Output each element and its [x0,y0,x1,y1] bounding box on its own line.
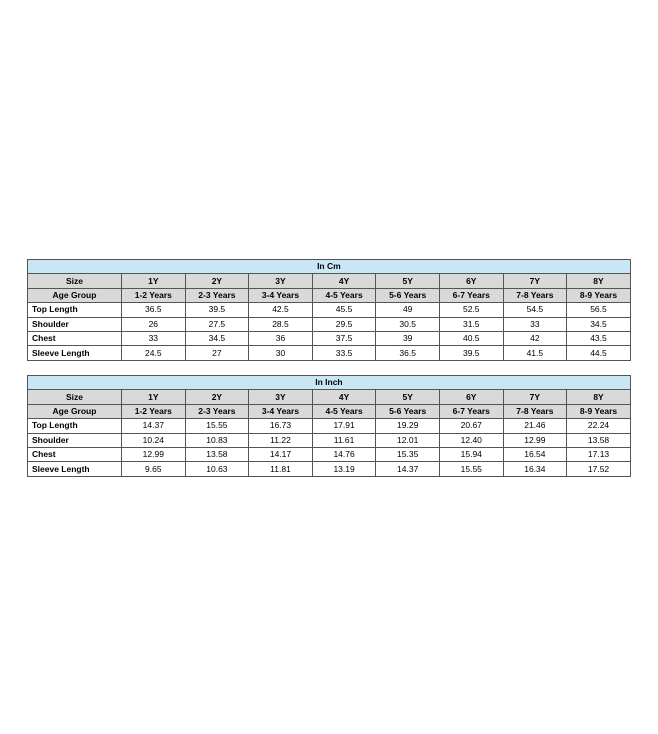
size-table-cm [27,259,631,361]
table-cell: 15.94 [439,447,503,461]
caption-row [28,260,631,274]
size-header-label: Size [28,390,122,404]
table-cell: 33 [503,317,567,331]
age-header-label: Age Group [28,288,122,302]
table-cell: 43.5 [567,331,631,345]
table-cell: 36.5 [122,303,186,317]
size-header-cell: 7Y [503,390,567,404]
age-header-cell: 8-9 Years [567,404,631,418]
age-header-cell: 3-4 Years [249,288,313,302]
table-cell: 10.24 [122,433,186,447]
row-label: Sleeve Length [28,346,122,360]
table-cell: 42.5 [249,303,313,317]
table-cell: 16.54 [503,447,567,461]
table-cell: 44.5 [567,346,631,360]
table-cell: 13.19 [312,462,376,476]
header-row-size [28,390,631,404]
table-cell: 16.34 [503,462,567,476]
table-cell: 39 [376,331,440,345]
table-row [28,447,631,461]
table-cell: 40.5 [439,331,503,345]
table-cell: 26 [122,317,186,331]
row-label: Shoulder [28,317,122,331]
header-row-size [28,274,631,288]
size-table-inch [27,375,631,477]
table-cell: 20.67 [439,419,503,433]
table-cell: 49 [376,303,440,317]
age-header-cell: 2-3 Years [185,288,249,302]
age-header-cell: 7-8 Years [503,404,567,418]
caption-row [28,376,631,390]
age-header-cell: 1-2 Years [122,404,186,418]
header-row-age [28,404,631,418]
size-header-cell: 1Y [122,390,186,404]
table-cell: 16.73 [249,419,313,433]
size-header-cell: 4Y [312,274,376,288]
table-cell: 45.5 [312,303,376,317]
table-cell: 21.46 [503,419,567,433]
table-cell: 33 [122,331,186,345]
table-cell: 14.37 [376,462,440,476]
size-header-cell: 1Y [122,274,186,288]
table-cell: 17.13 [567,447,631,461]
size-header-cell: 8Y [567,274,631,288]
table-cell: 30 [249,346,313,360]
size-header-cell: 5Y [376,274,440,288]
age-header-cell: 3-4 Years [249,404,313,418]
table-cell: 13.58 [567,433,631,447]
table-cell: 29.5 [312,317,376,331]
table-cell: 15.55 [439,462,503,476]
row-label: Sleeve Length [28,462,122,476]
row-label: Chest [28,331,122,345]
table-cell: 41.5 [503,346,567,360]
size-header-cell: 5Y [376,390,440,404]
age-header-cell: 4-5 Years [312,404,376,418]
table-row [28,419,631,433]
size-header-cell: 6Y [439,274,503,288]
table-cell: 27 [185,346,249,360]
table-cell: 56.5 [567,303,631,317]
age-header-cell: 7-8 Years [503,288,567,302]
table-cell: 37.5 [312,331,376,345]
table-row [28,346,631,360]
size-header-cell: 7Y [503,274,567,288]
size-header-cell: 3Y [249,390,313,404]
table-row [28,317,631,331]
table-cell: 27.5 [185,317,249,331]
table-cell: 39.5 [185,303,249,317]
table-cell: 17.52 [567,462,631,476]
size-header-label: Size [28,274,122,288]
table-cell: 15.55 [185,419,249,433]
age-header-cell: 5-6 Years [376,404,440,418]
table-cell: 28.5 [249,317,313,331]
table-cell: 12.99 [122,447,186,461]
age-header-cell: 6-7 Years [439,288,503,302]
table-cell: 39.5 [439,346,503,360]
table-cell: 36.5 [376,346,440,360]
table-cell: 17.91 [312,419,376,433]
age-header-cell: 4-5 Years [312,288,376,302]
table-cell: 11.81 [249,462,313,476]
table-cell: 14.17 [249,447,313,461]
row-label: Top Length [28,303,122,317]
table-row [28,303,631,317]
table-cell: 31.5 [439,317,503,331]
size-header-cell: 8Y [567,390,631,404]
size-header-cell: 3Y [249,274,313,288]
size-header-cell: 2Y [185,390,249,404]
table-cell: 34.5 [567,317,631,331]
table-cell: 30.5 [376,317,440,331]
table-cell: 24.5 [122,346,186,360]
table-cell: 22.24 [567,419,631,433]
table-row [28,331,631,345]
size-header-cell: 2Y [185,274,249,288]
header-row-age [28,288,631,302]
table-caption: In Inch [28,376,631,390]
table-row [28,462,631,476]
table-cell: 36 [249,331,313,345]
age-header-cell: 1-2 Years [122,288,186,302]
age-header-cell: 5-6 Years [376,288,440,302]
table-cell: 11.61 [312,433,376,447]
age-header-label: Age Group [28,404,122,418]
age-header-cell: 2-3 Years [185,404,249,418]
table-cell: 12.01 [376,433,440,447]
table-cell: 33.5 [312,346,376,360]
table-cell: 12.99 [503,433,567,447]
table-cell: 13.58 [185,447,249,461]
table-cell: 42 [503,331,567,345]
row-label: Shoulder [28,433,122,447]
table-cell: 14.37 [122,419,186,433]
table-cell: 34.5 [185,331,249,345]
table-cell: 10.83 [185,433,249,447]
table-cell: 19.29 [376,419,440,433]
table-cell: 14.76 [312,447,376,461]
size-header-cell: 6Y [439,390,503,404]
table-caption: In Cm [28,260,631,274]
age-header-cell: 6-7 Years [439,404,503,418]
table-row [28,433,631,447]
table-cell: 9.65 [122,462,186,476]
table-cell: 10.63 [185,462,249,476]
row-label: Chest [28,447,122,461]
table-cell: 15.35 [376,447,440,461]
size-header-cell: 4Y [312,390,376,404]
table-cell: 52.5 [439,303,503,317]
table-cell: 12.40 [439,433,503,447]
age-header-cell: 8-9 Years [567,288,631,302]
table-cell: 11.22 [249,433,313,447]
row-label: Top Length [28,419,122,433]
table-cell: 54.5 [503,303,567,317]
